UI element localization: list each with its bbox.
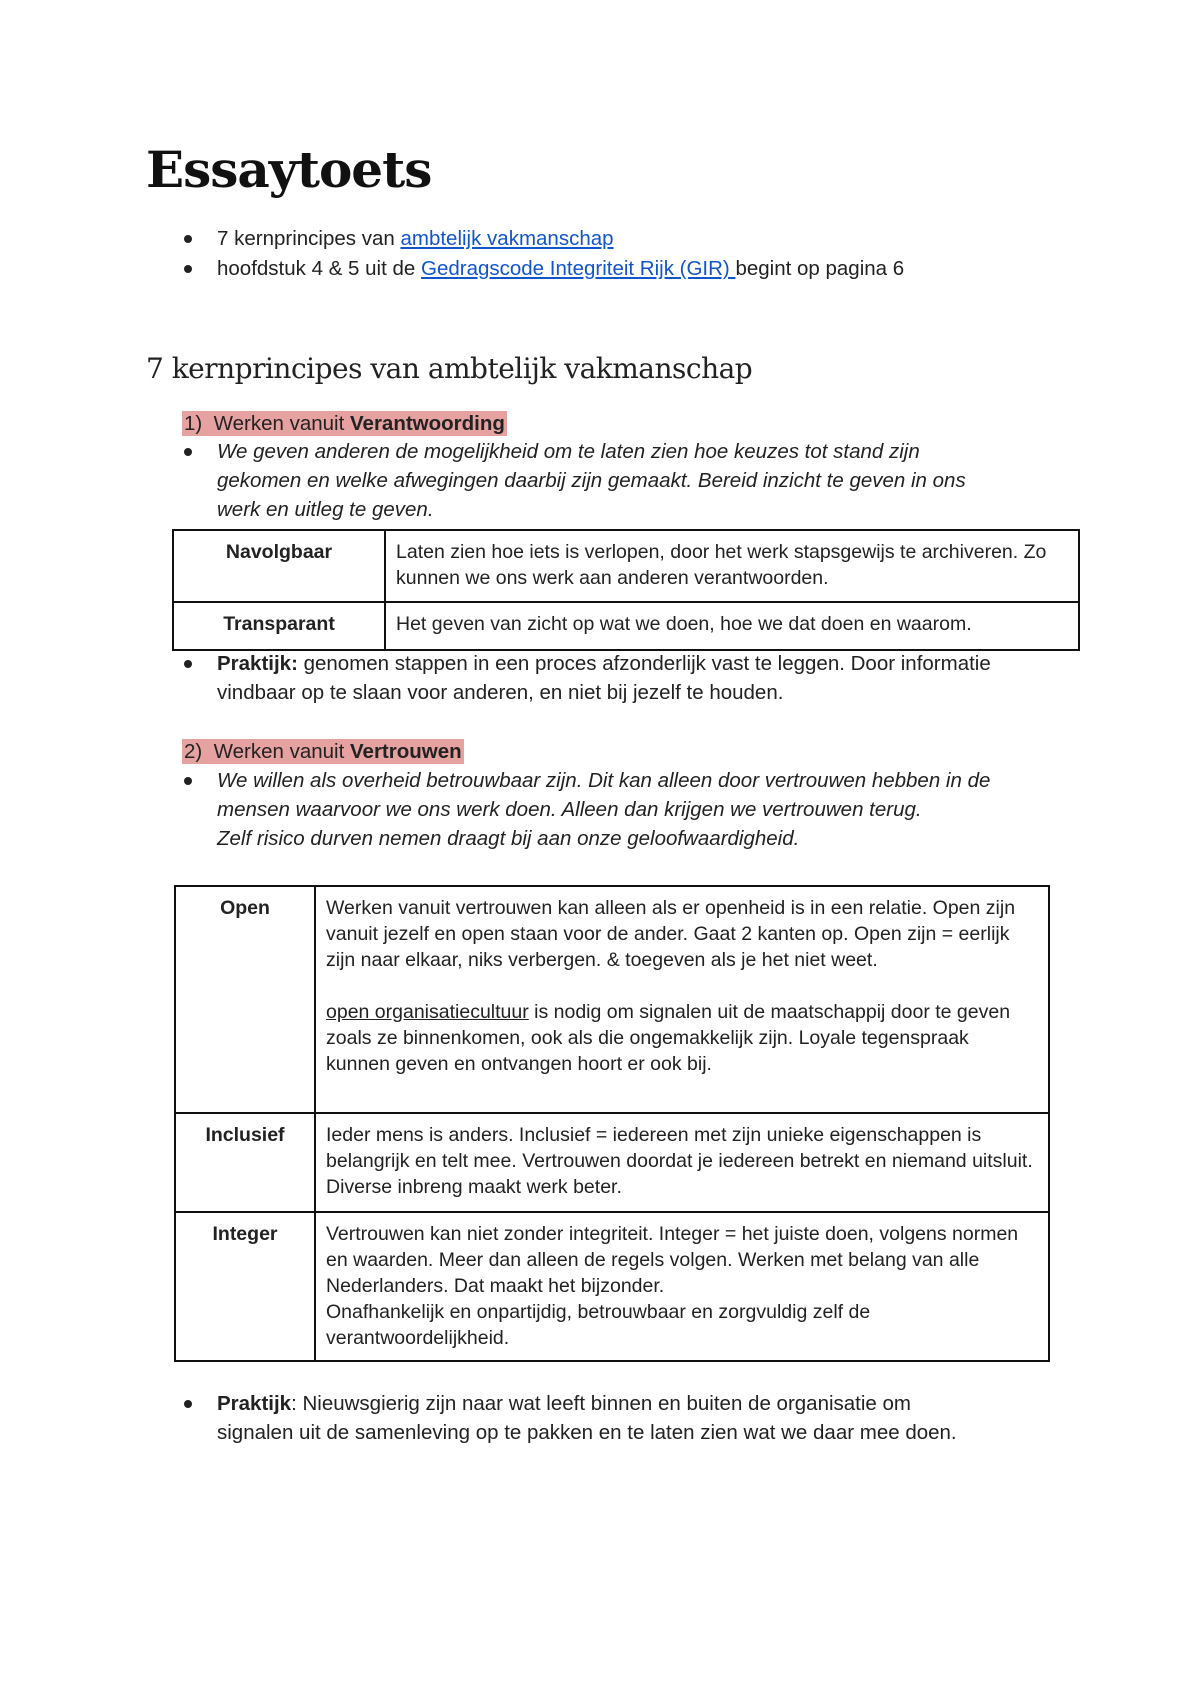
link-ambtelijk-vakmanschap[interactable]: ambtelijk vakmanschap — [400, 227, 614, 250]
principle1-table — [172, 529, 1080, 651]
principle-number: 2) — [184, 740, 203, 763]
bullet-icon — [184, 235, 192, 243]
description-line: Zelf risico durven nemen draagt bij aan onze geloofwaardigheid. — [217, 827, 800, 850]
bullet-text: hoofdstuk 4 & 5 uit de — [217, 257, 421, 280]
table-value: Laten zien hoe iets is verlopen, door het werk stapsgewijs te archiveren. Zo kunnen we ons werk aan anderen verantwoorden. — [385, 530, 1079, 602]
bullet-icon — [184, 448, 192, 456]
intro-bullet — [217, 224, 614, 253]
table-value — [315, 886, 1049, 1113]
principle-name: Vertrouwen — [350, 740, 462, 763]
cell-paragraph: Vertrouwen kan niet zonder integriteit. Integer = het juiste doen, volgens normen en waarden. Meer dan alleen de regels volgen. Werken met belang van alle Nederlanders. Dat maakt het bijzonder. — [326, 1223, 1019, 1297]
intro-bullet — [217, 254, 904, 283]
bullet-icon — [184, 265, 192, 273]
cell-paragraph: Onafhankelijk en onpartijdig, betrouwbaar en zorgvuldig zelf de verantwoordelijkheid. — [326, 1301, 871, 1349]
principle-label: Werken vanuit — [213, 412, 350, 435]
table-row — [173, 602, 1079, 650]
bullet-text: 7 kernprincipes van — [217, 227, 401, 250]
description-line: gekomen en welke afwegingen daarbij zijn gemaakt. Bereid inzicht te geven in ons — [217, 469, 966, 492]
practice-text — [217, 649, 991, 707]
page-title: Essaytoets — [146, 140, 432, 199]
cell-text: is nodig om signalen uit de maatschappij door te geven zoals ze binnenkomen, ook als die ongemakkelijk zijn. Loyale tegenspraak kunnen geven en ontvangen hoort er ook bij. — [326, 1001, 1011, 1075]
bullet-text: begint op pagina 6 — [735, 257, 905, 280]
principle-number: 1) — [184, 412, 203, 435]
practice-line: : Nieuwsgierig zijn naar wat leeft binnen en buiten de organisatie om — [291, 1392, 912, 1415]
table-value — [315, 1212, 1049, 1361]
cell-paragraph: Werken vanuit vertrouwen kan alleen als er openheid is in een relatie. Open zijn vanuit jezelf en open staan voor de ander. Gaat 2 kanten op. Open zijn = eerlijk zijn naar elkaar, niks verbergen. & toegeven als je het niet weet. — [326, 897, 1016, 971]
table-value: Het geven van zicht op wat we doen, hoe we dat doen en waarom. — [385, 602, 1079, 650]
description-line: werk en uitleg te geven. — [217, 498, 434, 521]
table-row — [175, 1113, 1049, 1212]
principle-heading — [182, 409, 507, 438]
principle-name: Verantwoording — [350, 412, 505, 435]
principle-description — [217, 766, 990, 853]
bullet-icon — [184, 777, 192, 785]
table-key: Integer — [175, 1212, 315, 1361]
description-line: We willen als overheid betrouwbaar zijn. Dit kan alleen door vertrouwen hebben in de — [217, 769, 991, 792]
description-line: We geven anderen de mogelijkheid om te laten zien hoe keuzes tot stand zijn — [217, 440, 920, 463]
principle-label: Werken vanuit — [213, 740, 350, 763]
table-key: Open — [175, 886, 315, 1113]
cell-paragraph — [326, 999, 1038, 1077]
description-line: mensen waarvoor we ons werk doen. Alleen dan krijgen we vertrouwen terug. — [217, 798, 922, 821]
table-key: Inclusief — [175, 1113, 315, 1212]
practice-label: Praktijk — [217, 1392, 292, 1415]
table-row — [175, 886, 1049, 1113]
section-heading: 7 kernprincipes van ambtelijk vakmanschap — [146, 352, 753, 385]
practice-line: genomen stappen in een proces afzonderlijk vast te leggen. Door informatie — [297, 652, 991, 675]
bullet-icon — [184, 660, 192, 668]
principle2-table — [174, 885, 1050, 1362]
principle-heading — [182, 737, 464, 766]
table-key: Navolgbaar — [173, 530, 385, 602]
link-gedragscode[interactable]: Gedragscode Integriteit Rijk (GIR) — [421, 257, 736, 280]
table-row — [173, 530, 1079, 602]
underlined-term: open organisatiecultuur — [326, 1001, 529, 1023]
table-row — [175, 1212, 1049, 1361]
practice-line: signalen uit de samenleving op te pakken en te laten zien wat we daar mee doen. — [217, 1421, 957, 1444]
bullet-icon — [184, 1400, 192, 1408]
practice-text — [217, 1389, 957, 1447]
table-key: Transparant — [173, 602, 385, 650]
table-value: Ieder mens is anders. Inclusief = iedereen met zijn unieke eigenschappen is belangrijk en telt mee. Vertrouwen doordat je iedereen betrekt en niemand uitsluit. Diverse inbreng maakt werk beter. — [315, 1113, 1049, 1212]
practice-line: vindbaar op te slaan voor anderen, en niet bij jezelf te houden. — [217, 681, 784, 704]
principle-description — [217, 437, 966, 524]
practice-label: Praktijk: — [217, 652, 298, 675]
